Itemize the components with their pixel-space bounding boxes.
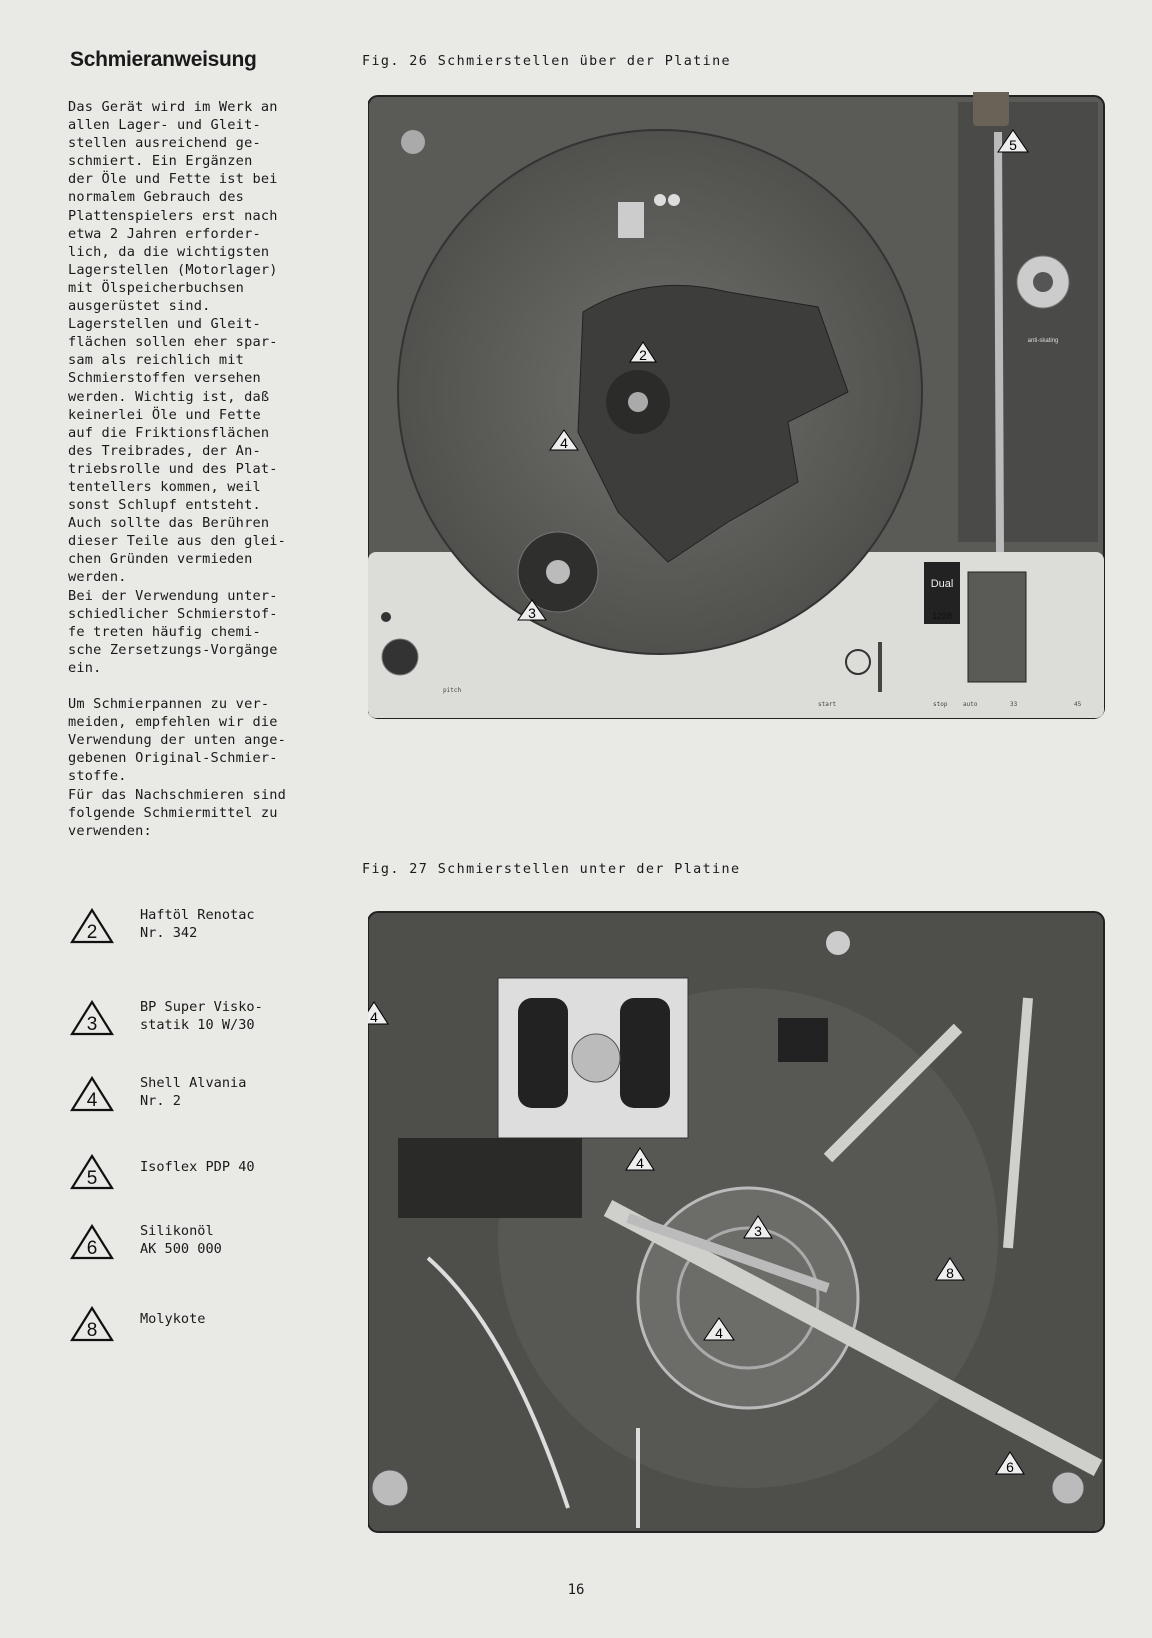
intro-line: flächen sollen eher spar- — [68, 334, 278, 351]
intro-line: Plattenspielers erst nach — [68, 207, 278, 224]
tonearm-base — [958, 102, 1098, 542]
start-label: start — [818, 701, 837, 708]
page-heading: Schmieranweisung — [70, 48, 257, 71]
svg-text:5: 5 — [1009, 137, 1017, 153]
stop-label: stop — [933, 701, 948, 708]
svg-text:4: 4 — [560, 435, 568, 451]
lubricant-name: Haftöl Renotac Nr. 342 — [140, 907, 255, 941]
intro-line: schiedlicher Schmierstof- — [68, 605, 278, 622]
intro-line: keinerlei Öle und Fette — [68, 406, 261, 423]
intro-line: werden. — [68, 569, 127, 586]
lubricant-number: 3 — [86, 1014, 98, 1035]
model-label: 1228 — [931, 611, 953, 621]
svg-text:4: 4 — [636, 1155, 644, 1171]
intro-line: folgende Schmiermittel zu — [68, 804, 278, 821]
lubricant-item — [70, 1070, 360, 1120]
auto-label: auto — [963, 701, 978, 708]
intro-line: sche Zersetzungs-Vorgänge — [68, 641, 278, 658]
lubricant-item — [70, 1148, 360, 1198]
intro-line: gebenen Original-Schmier- — [68, 750, 278, 767]
lubricant-number: 2 — [86, 922, 98, 943]
intro-line: lich, da die wichtigsten — [68, 243, 270, 260]
lubricant-number: 5 — [86, 1168, 98, 1189]
intro-line: mit Ölspeicherbuchsen — [68, 279, 245, 296]
intro-line: sam als reichlich mit — [68, 352, 245, 369]
intro-line: Lagerstellen und Gleit- — [68, 316, 261, 333]
intro-line: Für das Nachschmieren sind — [68, 786, 286, 803]
intro-line: stellen ausreichend ge- — [68, 135, 261, 152]
lubricant-name: Isoflex PDP 40 — [140, 1159, 255, 1175]
intro-text — [68, 98, 368, 840]
fig26-turntable-top-view — [368, 92, 1108, 720]
lubricant-item — [70, 1218, 360, 1268]
svg-text:4: 4 — [370, 1009, 378, 1025]
counterweight — [973, 92, 1009, 126]
intro-line: etwa 2 Jahren erforder- — [68, 225, 261, 242]
intro-line: stoffe. — [68, 768, 127, 785]
intro-line: fe treten häufig chemi- — [68, 623, 261, 640]
intro-line: Um Schmierpannen zu ver- — [68, 696, 270, 713]
intro-line: tentellers kommen, weil — [68, 478, 261, 495]
warning-triangle-icon — [70, 1154, 114, 1190]
intro-line: allen Lager- und Gleit- — [68, 117, 261, 134]
lubricant-item — [70, 994, 360, 1044]
intro-line: Auch sollte das Berühren — [68, 515, 270, 532]
intro-line: ausgerüstet sind. — [68, 298, 211, 315]
intro-line: chen Gründen vermieden — [68, 551, 253, 568]
lubricant-number: 8 — [86, 1320, 98, 1341]
lubricant-item — [70, 1300, 360, 1350]
lubricant-number: 6 — [86, 1238, 98, 1259]
tonearm — [998, 132, 1000, 552]
spindle-key — [618, 202, 644, 238]
intro-line: Lagerstellen (Motorlager) — [68, 261, 278, 278]
lubricant-name: Shell Alvania Nr. 2 — [140, 1075, 247, 1109]
intro-line: des Treibrades, der An- — [68, 442, 261, 459]
lubricant-name: Molykote — [140, 1311, 206, 1327]
svg-text:8: 8 — [946, 1265, 954, 1281]
intro-line: auf die Friktionsflächen — [68, 424, 270, 441]
intro-line: schmiert. Ein Ergänzen — [68, 153, 253, 170]
lubricant-name: BP Super Visko- statik 10 W/30 — [140, 999, 263, 1033]
svg-text:6: 6 — [1006, 1459, 1014, 1475]
intro-line: meiden, empfehlen wir die — [68, 714, 278, 731]
pitch-label: pitch — [443, 687, 462, 694]
headshell — [968, 572, 1026, 682]
svg-text:4: 4 — [715, 1325, 723, 1341]
intro-line — [68, 677, 368, 695]
intro-line: verwenden: — [68, 822, 152, 839]
fig27-caption: Fig. 27 Schmierstellen unter der Platine — [362, 862, 741, 877]
warning-triangle-icon — [70, 1076, 114, 1112]
warning-triangle-icon — [70, 1306, 114, 1342]
warning-triangle-icon — [70, 1224, 114, 1260]
capacitor-block — [398, 1138, 582, 1218]
anti-skating-label: anti-skating — [1027, 338, 1059, 344]
lubricant-name: Silikonöl AK 500 000 — [140, 1223, 222, 1257]
svg-text:3: 3 — [754, 1223, 762, 1239]
intro-line: triebsrolle und des Plat- — [68, 460, 278, 477]
warning-triangle-icon — [70, 1000, 114, 1036]
main-gear — [638, 1188, 858, 1408]
lubricant-item — [70, 902, 360, 952]
svg-text:3: 3 — [528, 605, 536, 621]
intro-line: Das Gerät wird im Werk an — [68, 99, 278, 115]
intro-line: ein. — [68, 659, 102, 676]
page-number: 16 — [567, 1582, 585, 1598]
svg-text:2: 2 — [639, 347, 647, 363]
brand-label: Dual — [930, 578, 954, 590]
intro-line: der Öle und Fette ist bei — [68, 171, 278, 188]
intro-line: Schmierstoffen versehen — [68, 370, 261, 387]
pitch-knob — [382, 639, 418, 675]
warning-triangle-icon — [70, 908, 114, 944]
intro-line: sonst Schlupf entsteht. — [68, 497, 261, 514]
fig26-caption: Fig. 26 Schmierstellen über der Platine — [362, 54, 732, 69]
intro-line: Verwendung der unten ange- — [68, 732, 286, 749]
intro-line: normalem Gebrauch des — [68, 189, 245, 206]
intro-line: dieser Teile aus den glei- — [68, 533, 286, 550]
intro-line: Bei der Verwendung unter- — [68, 587, 278, 604]
fig27-turntable-underside-view — [368, 908, 1108, 1536]
speed-33-label: 33 — [1010, 701, 1018, 708]
intro-line: werden. Wichtig ist, daß — [68, 388, 270, 405]
screw — [401, 130, 425, 154]
speed-45-label: 45 — [1074, 701, 1082, 708]
lubricant-number: 4 — [86, 1090, 98, 1111]
